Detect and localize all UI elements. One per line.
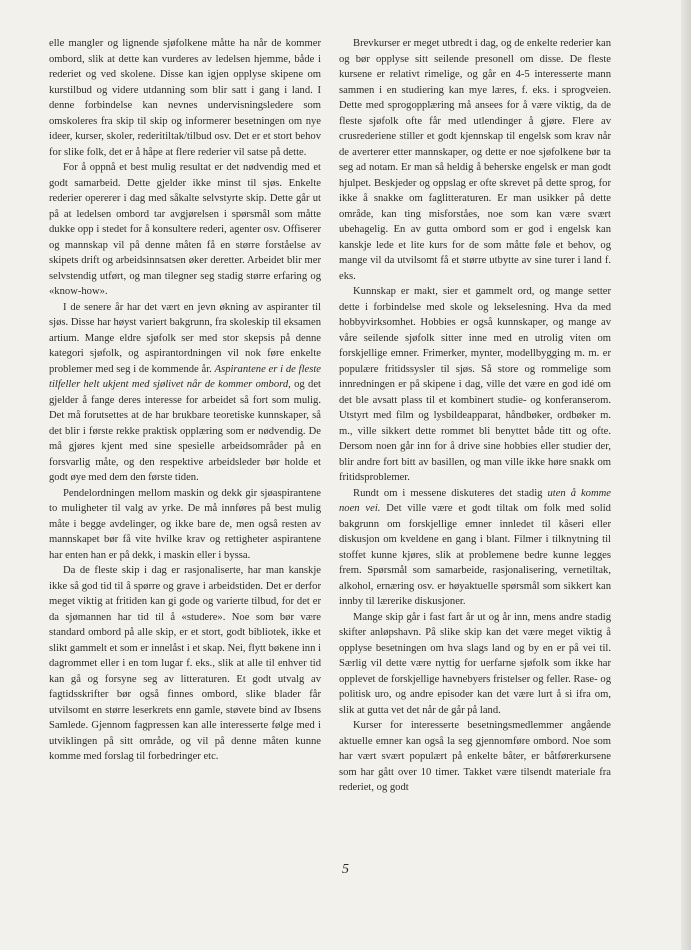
text-run: I de senere år har det vært en jevn økning av aspiranter til sjøs. Disse har høyst variert bakgrunn, fra skoleskip til eksamen artium. Mange eldre sjøfolk ser med stor skepsis på denne kategori sjøfolk, og aspirantordningen vil nok føre enkelte problemer med seg i de kommende år. — [49, 301, 321, 375]
text-run: Det ville være et godt tiltak om folk med solid bakgrunn om forskjellige emner innledet til kåseri eller diskusjon om kveldene en gang i blant. Filmer i tilknytning til stoffet kunne kjøres, slik at problemene bedre kunne legges frem. Spørsmål som samarbeide, rasjonalisering, vernetiltak, alkohol, ernæring osv. er høyaktuelle spørsmål som sikkert kan innby til lærerike diskusjoner. — [339, 503, 611, 607]
paragraph — [339, 486, 611, 610]
paragraph — [339, 284, 611, 486]
right-text-column — [339, 36, 611, 796]
paragraph — [339, 36, 611, 284]
text-run: Da de fleste skip i dag er rasjonaliserte, har man kanskje ikke så god tid til å spørre og grave i arbeidstiden. Det er derfor meget viktig at fritiden kan gi gode og varierte tilbud, for det er da sjømannen har tid til å «studere». Noe som bør være standard ombord på alle skip, er et stort, godt bibliotek, ikke et slikt gammelt et som er innelåst i et skap. Nei, flytt bøkene inn i dagrommet eller i en tom lugar f. eks., slik at alle til enhver tid kan gå og forsyne seg av litteraturen. Et godt utvalg av fagtidsskrifter bør også finnes ombord, slike blader får utvilsomt en større leserkrets enn gamle, støvete bind av Ibsens Samlede. Gjennom fagpressen kan alle interesserte følge med i utviklingen på sitt område, og vil på denne måten kunne komme med forslag til forbedringer etc. — [49, 565, 321, 762]
text-run: Kunnskap er makt, sier et gammelt ord, og mange setter dette i forbindelse med skole og lekselesning. Hva da med hobbyvirksomhet. Hobbies er også kunnskaper, og mange av våre seilende sjøfolk sitter inne med en utrolig viten om forskjellige emner. Frimerker, mynter, modellbygging m. m. er populære fritidssysler til sjøs. Så store og rommelige som innredningen er på skipene i dag, ville det være en god idé om det ble avsatt plass til et kombinert studie- og konferanserom. Utstyrt med film og lysbildeapparat, håndbøker, ordbøker m. m., ville sikkert dette rommet bli benyttet både titt og ofte. Dersom noen går inn for å drive sine hobbies eller studier der, blir andre fort bitt av basillen, og man ville ikke høre snakk om fritidsproblemer. — [339, 286, 611, 483]
paragraph — [49, 486, 321, 564]
text-run: Pendelordningen mellom maskin og dekk gir sjøaspirantene to muligheter til valg av yrke. De må innføres på best mulig måte i begge avdelinger, og ikke bare de, men også resten av mannskapet bør få vite hvilke krav og rettigheter aspirantene har enten han er på dekk, i maskin eller i byssa. — [49, 487, 321, 561]
left-text-column — [49, 36, 321, 765]
text-run: Kurser for interesserte besetningsmedlemmer angående aktuelle emner kan også la seg gjennomføre ombord. Noe som har vært svært populært på enkelte båter, er båtførerkursene som har gått over 10 timer. Takket være tilsendt materiale fra rederiet, og godt — [339, 720, 611, 793]
text-run: Brevkurser er meget utbredt i dag, og de enkelte rederier kan og bør opplyse sitt seilende presonell om disse. De fleste kursene er relativt rimelige, og går en 4-5 interesserte mann sammen i en studiering kan mye læres, f. eks. i sprogveien. Dette med sprogopplæring må ansees for å være viktig, da de fleste sjøfolk ofte får med utlendinger å gjøre. Flere av crusrederiene stiller et godt kjennskap til engelsk som krav når de averterer etter mannskaper, og dette er noe sjøfolkene bør ta seg ad notam. Er man så heldig å beherske engelsk er man godt hjulpet. Beskjeder og oppslag er ofte skrevet på dette sprog, for ikke å snakke om faglitteraturen. Er man usikker på dette område, kan ting misforståes, noe som kan være svært ubehagelig. En av gutta ombord som er god i engelsk kan kanskje lede et lite kurs for de som måtte føle et behov, og mange vil da utvilsomt få et større utbytte av sine turer i land f. eks. — [339, 38, 611, 282]
page-edge — [681, 0, 691, 950]
italic-text: Aspirantene er i de fleste tilfeller helt ukjent med sjølivet når de kommer ombord, — [49, 363, 321, 390]
text-run: Rundt om i messene diskuteres det stadig — [353, 487, 548, 499]
paragraph — [49, 563, 321, 765]
paragraph — [49, 36, 321, 160]
page-number: 5 — [342, 862, 349, 877]
text-run: Mange skip går i fast fart år ut og år inn, mens andre stadig skifter anløpshavn. På slike skip kan det være meget viktig å opplyse besetningen om hva slags land og by en er på vei til. Særlig vil dette være nyttig for uerfarne sjøfolk som ikke har opplevet de forskjellige havnebyers fristelser og feller. Rase- og politisk uro, og andre episoder kan det være lurt å si ifra om, slik at gutta vet det når de går på land. — [339, 611, 611, 716]
paragraph — [49, 160, 321, 300]
text-run: elle mangler og lignende sjøfolkene måtte ha når de kommer ombord, slik at dette kan vurderes av ledelsen hjemme, både i rederiet og ved skolene. Disse kan igjen opplyse skipene om kurstilbud og videre utdanning som blir satt i gang i land. I denne forbindelse kan nevnes undervisningsledere som omskoleres fra skip til skip og informerer besetningen om nye ideer, kurser, skoler, rederitiltak/tilbud osv. Det er et stort behov for slike folk, det er å håpe at flere rederier vil satse på dette. — [49, 38, 321, 158]
paragraph — [339, 718, 611, 796]
italic-text: uten å komme noen vei. — [339, 487, 611, 514]
text-run: For å oppnå et best mulig resultat er det nødvendig med et godt samarbeid. Dette gjelder ikke minst til sjøs. Enkelte rederier opererer i dag med såkalte selvstyrte skip. Dette går ut på at ledelsen ombord tar avgjørelsen i spørsmål som måtte dukke opp i stedet for å konsultere rederi, agenter osv. Offiserer og mannskap vil på denne måten få en større forståelse av skipets drift og arbeidsinnsatsen øker deretter. Arbeidet blir mer selvstendig utført, og man tilegner seg stadig større erfaring og «know-how». — [49, 162, 321, 297]
paragraph — [339, 610, 611, 719]
paragraph — [49, 300, 321, 486]
text-run: og det gjelder å fange deres interesse for arbeidet så fort som mulig. Det må forutsettes at de har brukbare teoretiske kunnskaper, så det blir i første rekke praktisk opplæring som er nødvendig. De må gjøres kjent med sine spesielle arbeidsområder på en forsvarlig måte, og den respektive arbeidsleder bør holde et godt øye med dem den første tiden. — [49, 379, 321, 483]
